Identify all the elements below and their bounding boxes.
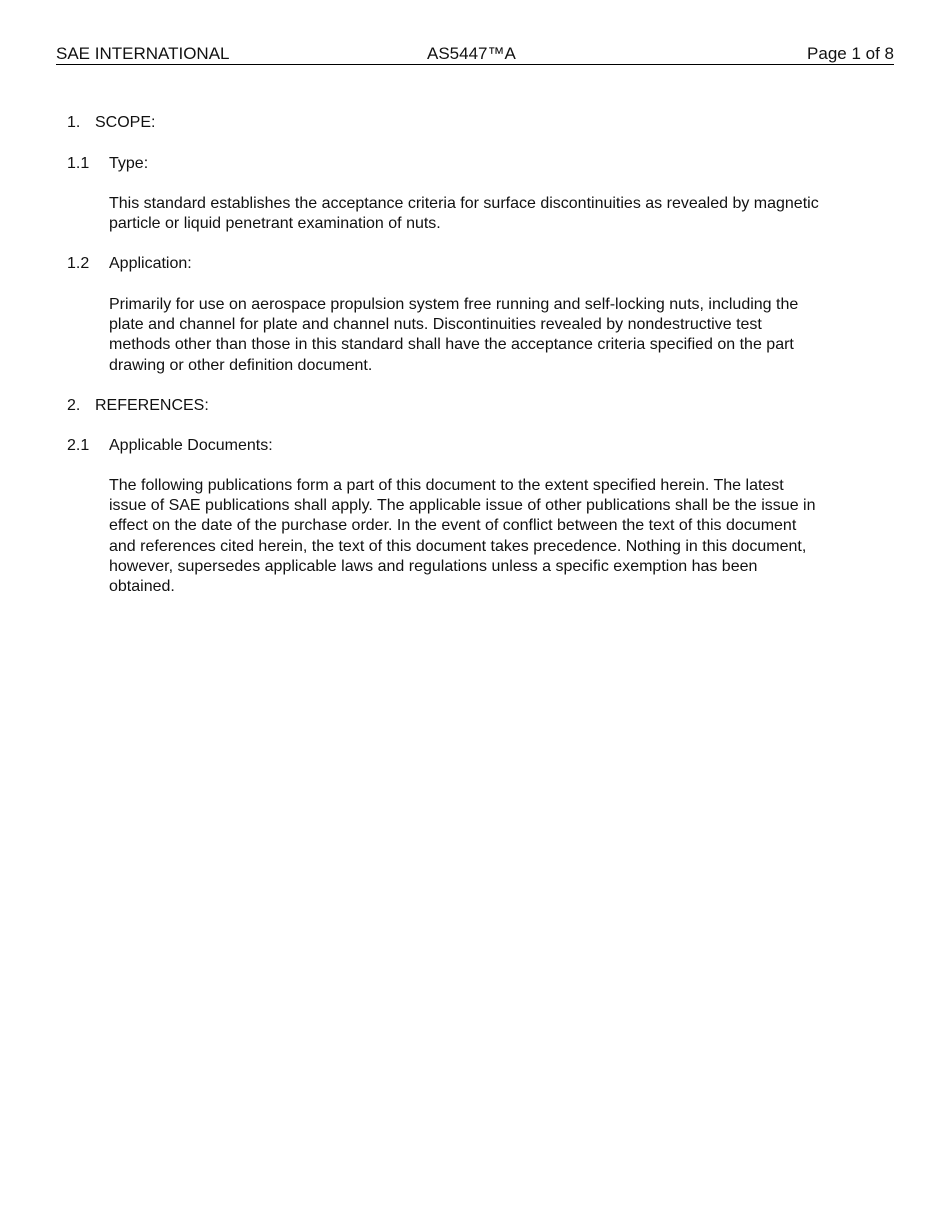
header-page-number: Page 1 of 8 <box>807 44 894 63</box>
section-2-1-heading <box>67 436 273 456</box>
paragraph-line: particle or liquid penetrant examination of nuts. <box>109 215 441 233</box>
section-1-1-number: 1.1 <box>67 155 90 172</box>
section-2-number: 2. <box>67 397 81 414</box>
paragraph-line: effect on the date of the purchase order. In the event of conflict between the text of this document <box>109 517 797 535</box>
section-1-1-title: Type: <box>109 155 149 172</box>
section-1-2-title: Application: <box>109 255 192 272</box>
header-doc-id: AS5447™A <box>427 44 516 63</box>
paragraph-line: and references cited herein, the text of this document takes precedence. Nothing in this document, <box>109 537 807 555</box>
section-1-title: SCOPE: <box>95 114 156 131</box>
paragraph-line: The following publications form a part of this document to the extent specified herein. The latest <box>109 477 784 494</box>
page-header <box>56 44 894 65</box>
section-2-heading <box>67 396 209 416</box>
section-1-heading <box>67 113 155 133</box>
section-1-2-paragraph <box>109 295 869 376</box>
section-2-1-title: Applicable Documents: <box>109 437 273 454</box>
section-1-2-heading <box>67 254 192 274</box>
paragraph-line: however, supersedes applicable laws and regulations unless a specific exemption has been <box>109 557 758 575</box>
header-org: SAE INTERNATIONAL <box>56 44 230 63</box>
section-1-1-heading <box>67 154 148 174</box>
section-1-2-number: 1.2 <box>67 255 90 272</box>
paragraph-line: obtained. <box>109 578 175 596</box>
section-2-1-paragraph <box>109 476 869 597</box>
section-1-number: 1. <box>67 114 81 131</box>
paragraph-line: methods other than those in this standard shall have the acceptance criteria specified on the part <box>109 336 794 354</box>
paragraph-line: drawing or other definition document. <box>109 356 373 374</box>
paragraph-line: Primarily for use on aerospace propulsion system free running and self-locking nuts, including the <box>109 296 799 313</box>
section-2-1-number: 2.1 <box>67 437 90 454</box>
section-2-title: REFERENCES: <box>95 397 209 414</box>
section-1-1-paragraph <box>109 194 869 234</box>
paragraph-line: issue of SAE publications shall apply. The applicable issue of other publications shall be the issue in <box>109 497 816 515</box>
paragraph-line: This standard establishes the acceptance criteria for surface discontinuities as revealed by magnetic <box>109 195 819 212</box>
paragraph-line: plate and channel for plate and channel nuts. Discontinuities revealed by nondestructive test <box>109 316 762 334</box>
